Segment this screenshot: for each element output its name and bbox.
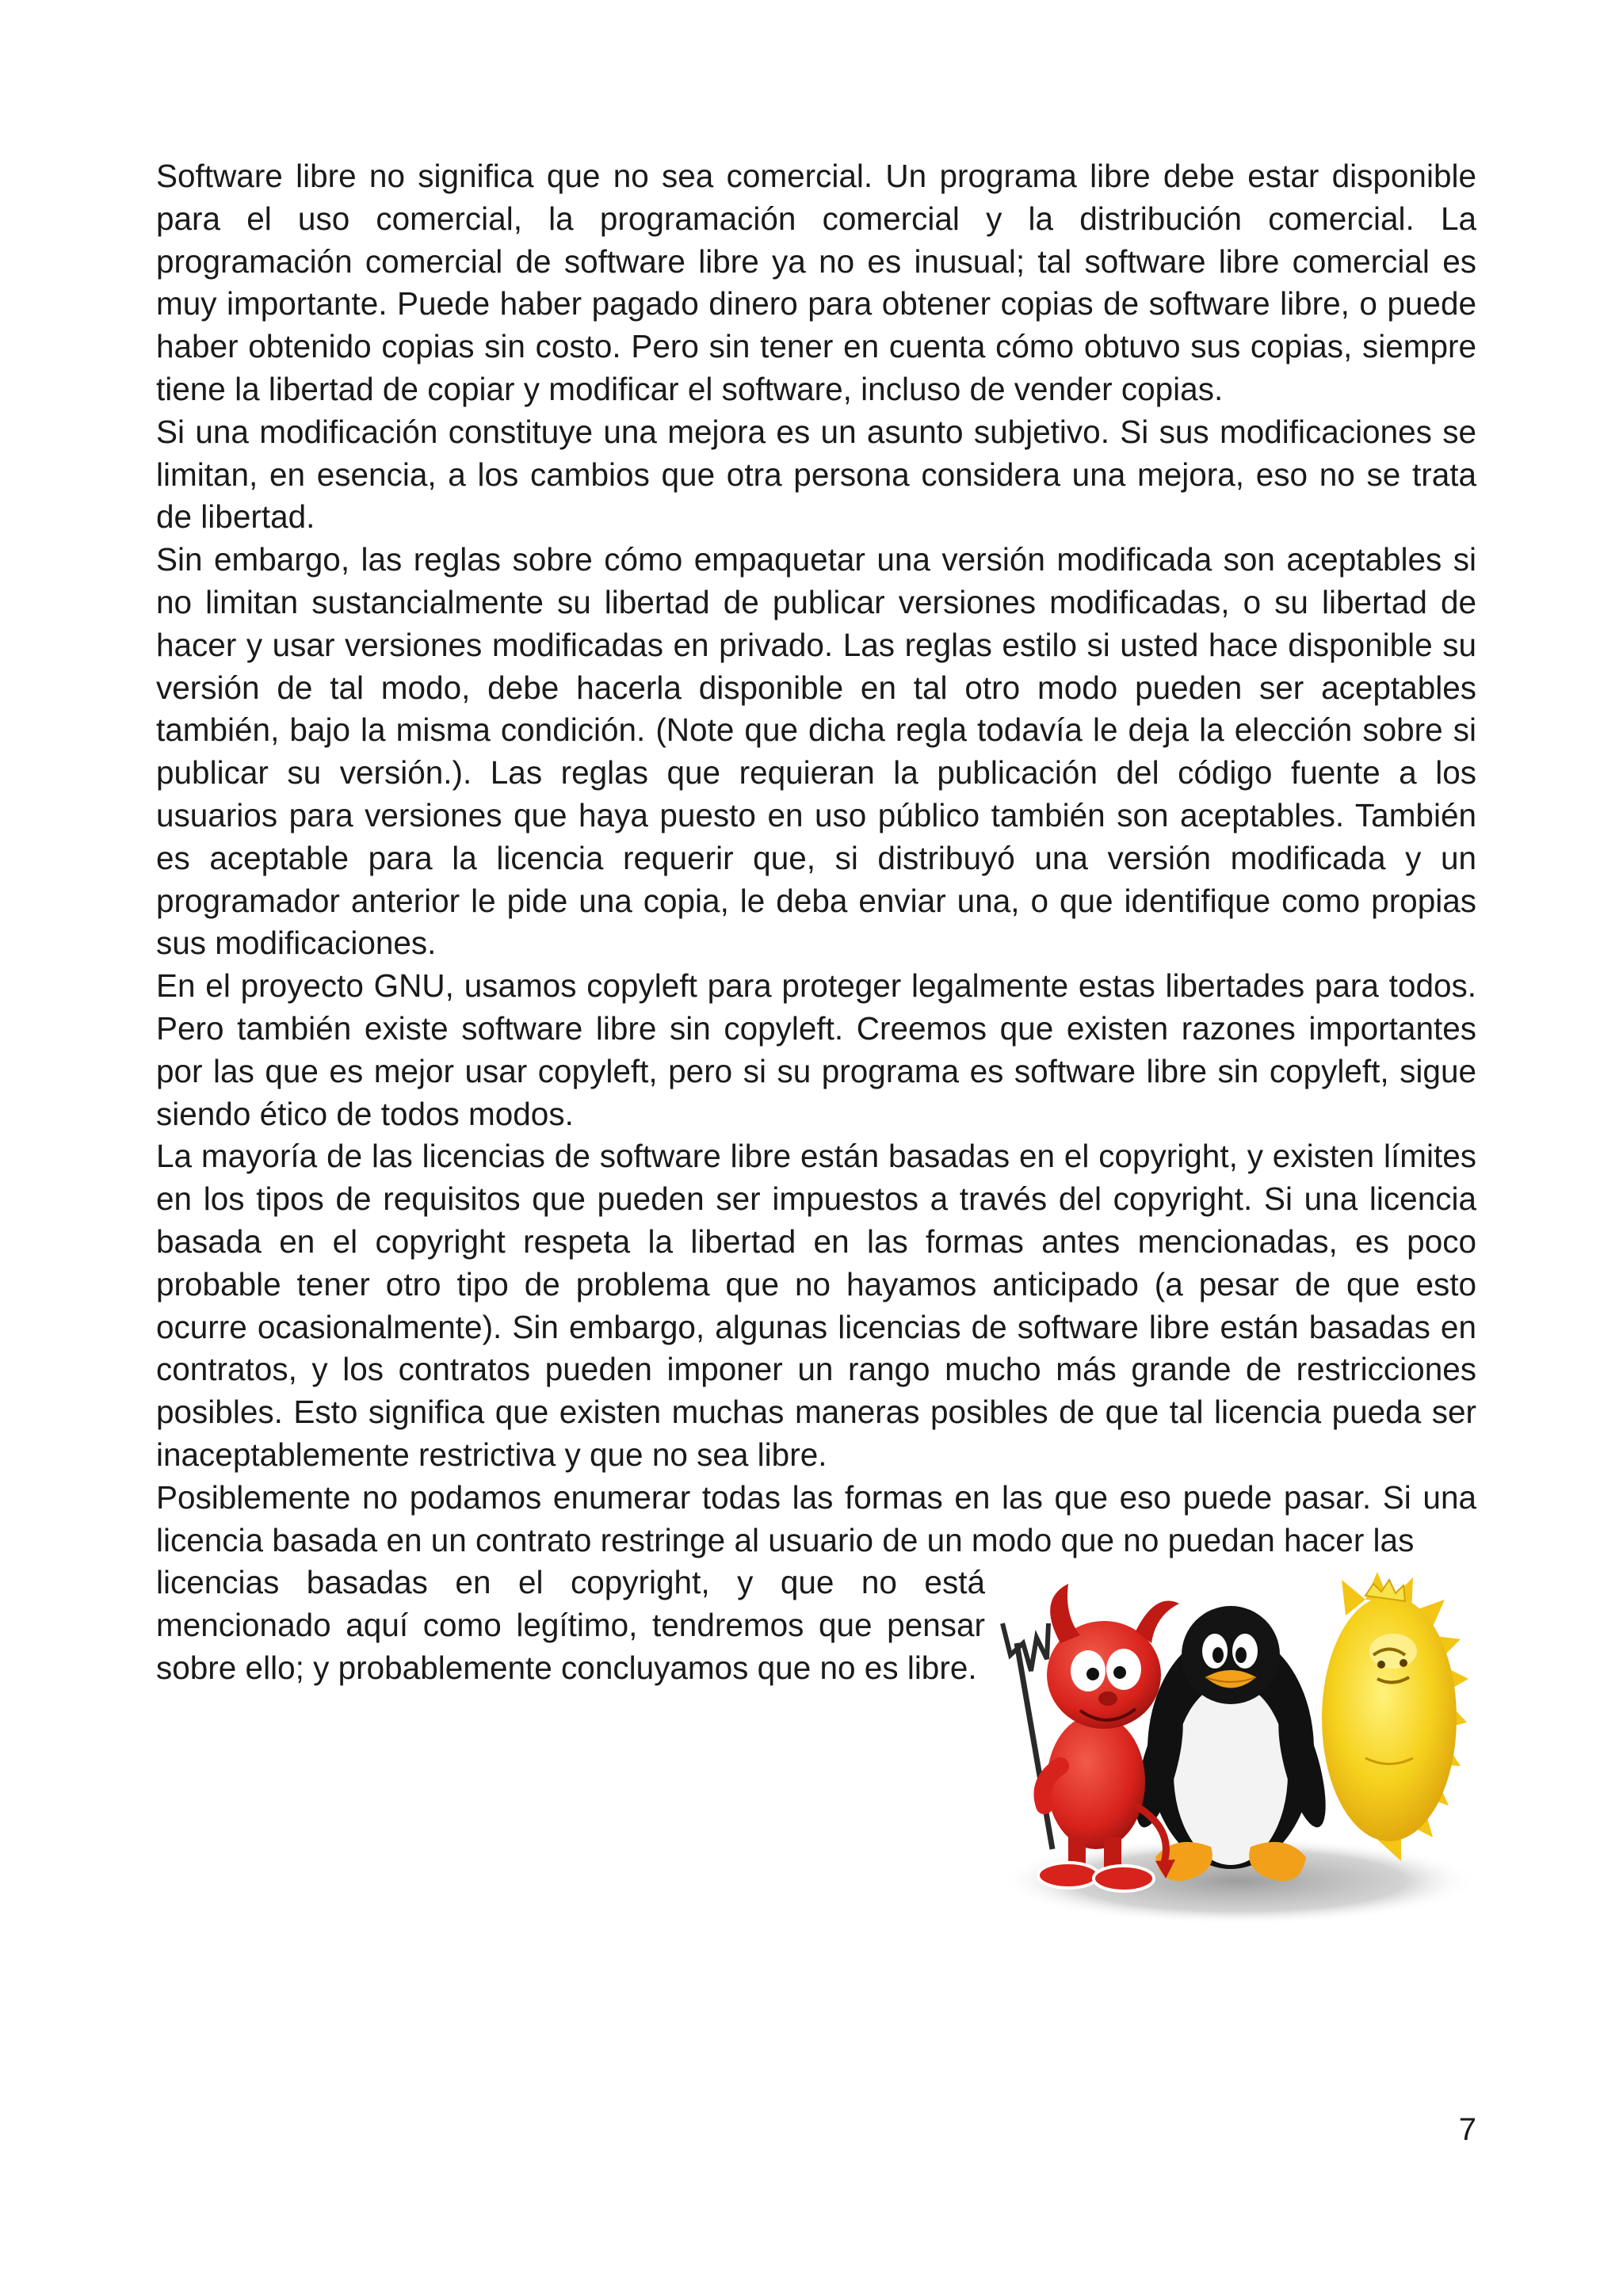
paragraph: Software libre no significa que no sea comercial. Un programa libre debe estar disponible para el uso comercial, la programación comercial y la distribución comercial. La programación comercial de software libre ya no es inusual; tal software libre comercial es muy importante. Puede haber pagado dinero para obtener copias de software libre, o puede haber obtenido copias sin costo. Pero sin tener en cuenta cómo obtuvo sus copias, siempre tiene la libertad de copiar y modificar el software, incluso de vender copias.	[156, 158, 1476, 407]
mascots-illustration	[993, 1568, 1476, 1940]
paragraph: En el proyecto GNU, usamos copyleft para proteger legalmente estas libertades para todos. Pero también existe software libre sin copyleft. Creemos que existen razones importantes por las que es mejor usar copyleft, pero si su programa es software libre sin copyleft, sigue siendo ético de todos modos.	[156, 967, 1476, 1132]
document-body	[156, 155, 1476, 1940]
page-number: 7	[1458, 2112, 1476, 2147]
paragraph: Si una modificación constituye una mejora es un asunto subjetivo. Si sus modificaciones se limitan, en esencia, a los cambios que otra persona considera una mejora, eso no se trata de libertad.	[156, 413, 1476, 536]
paragraph-lead: Posiblemente no podamos enumerar todas las formas en las que eso puede pasar. Si una licencia basada en un contrato restringe al usuario de un modo que no puedan hacer las	[156, 1478, 1476, 1558]
paragraph-wrapped: licencias basadas en el copyright, y que no está mencionado aquí como legítimo, tendremos que pensar sobre ello; y probablemente concluyamos que no es libre.	[156, 1564, 985, 1686]
mascots-figure	[993, 1568, 1476, 1940]
paragraph: La mayoría de las licencias de software libre están basadas en el copyright, y existen límites en los tipos de requisitos que pueden ser impuestos a través del copyright. Si una licencia basada en el copyright respeta la libertad en las formas antes mencionadas, es poco probable tener otro tipo de problema que no hayamos anticipado (a pesar de que esto ocurre ocasionalmente). Sin embargo, algunas licencias de software libre están basadas en contratos, y los contratos pueden imponer un rango mucho más grande de restricciones posibles. Esto significa que existen muchas maneras posibles de que tal licencia pueda ser inaceptablemente restrictiva y que no sea libre.	[156, 1138, 1476, 1473]
sun-mascot-icon	[1322, 1572, 1468, 1861]
paragraph: Sin embargo, las reglas sobre cómo empaquetar una versión modificada son aceptables si no limitan sustancialmente su libertad de publicar versiones modificadas, o su libertad de hacer y usar versiones modificadas en privado. Las reglas estilo si usted hace disponible su versión de tal modo, debe hacerla disponible en tal otro modo pueden ser aceptables también, bajo la misma condición. (Note que dicha regla todavía le deja la elección sobre si publicar su versión.). Las reglas que requieran la publicación del código fuente a los usuarios para versiones que haya puesto en uso público también son aceptables. También es aceptable para la licencia requerir que, si distribuyó una versión modificada y un programador anterior le pide una copia, le deba enviar una, o que identifique como propias sus modificaciones.	[156, 541, 1476, 962]
